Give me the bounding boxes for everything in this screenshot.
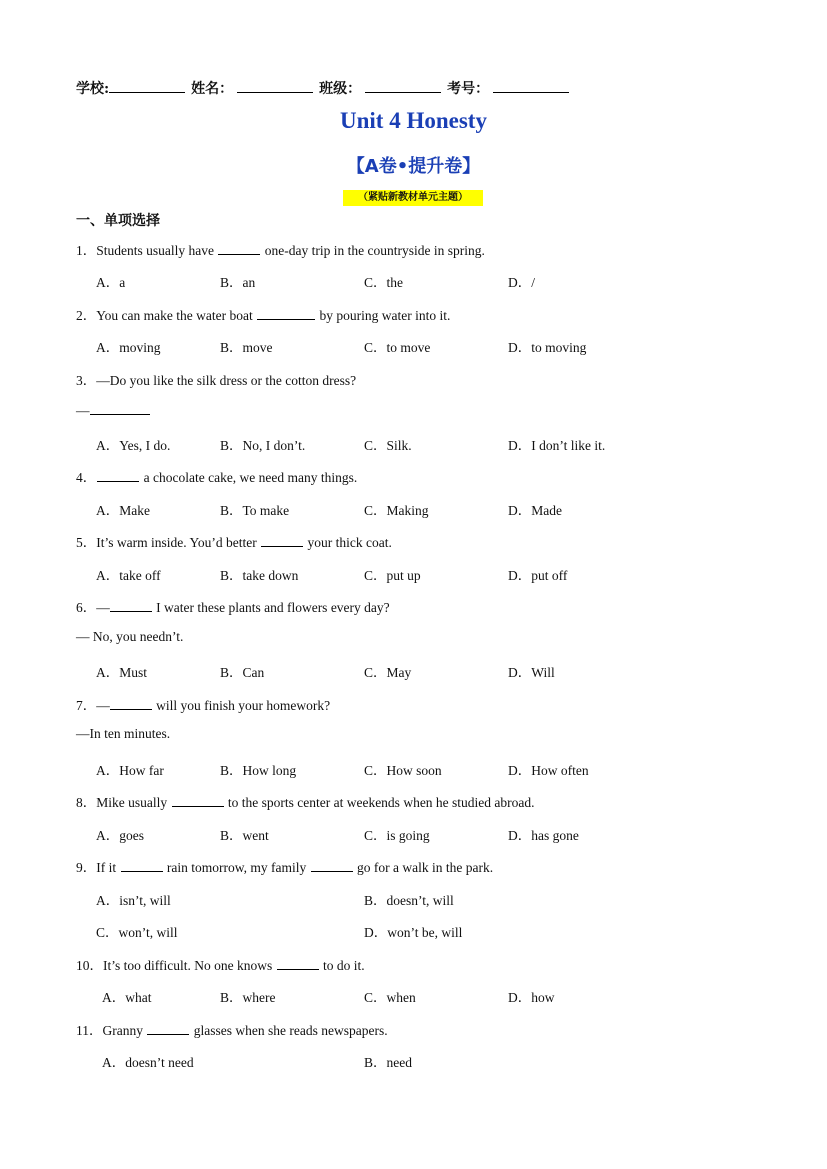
student-info-header xyxy=(76,78,569,98)
q4-option-a[interactable]: A．Make xyxy=(96,503,150,518)
q8-option-a[interactable]: A．goes xyxy=(96,828,144,843)
question-7: 7．— will you finish your homework? xyxy=(76,698,331,713)
question-8: 8．Mike usually to the sports center at weekends when he studied abroad. xyxy=(76,795,535,810)
q9-option-d[interactable]: D．won’t be, will xyxy=(364,925,463,940)
q11-option-a[interactable]: A．doesn’t need xyxy=(102,1055,194,1070)
answer-blank[interactable] xyxy=(97,469,139,482)
q9-option-b[interactable]: B．doesn’t, will xyxy=(364,893,454,908)
answer-blank[interactable] xyxy=(257,307,315,320)
exam-no-label: 考号： xyxy=(447,81,490,97)
q6-option-a[interactable]: A．Must xyxy=(96,665,148,680)
q7-option-a[interactable]: A．How far xyxy=(96,763,164,778)
question-6: 6．— I water these plants and flowers every day? xyxy=(76,600,390,615)
q9-option-a[interactable]: A．isn’t, will xyxy=(96,893,171,908)
q11-option-b[interactable]: B．need xyxy=(364,1055,412,1070)
q8-option-b[interactable]: B．went xyxy=(220,828,269,843)
q8-option-c[interactable]: C．is going xyxy=(364,828,430,843)
school-label: 学校: xyxy=(76,81,110,97)
q2-option-c[interactable]: C．to move xyxy=(364,340,431,355)
page-title: Unit 4 Honesty xyxy=(340,108,487,133)
name-field[interactable] xyxy=(237,78,313,93)
name-label: 姓名： xyxy=(191,81,234,97)
question-9: 9．If it rain tomorrow, my family go for a walk in the park. xyxy=(76,860,494,875)
q1-option-d[interactable]: D．/ xyxy=(508,275,535,290)
theme-tag: （紧贴新教材单元主题） xyxy=(343,190,483,206)
answer-blank[interactable] xyxy=(110,697,152,710)
q6-option-c[interactable]: C．May xyxy=(364,665,412,680)
class-label: 班级： xyxy=(319,81,362,97)
q5-option-b[interactable]: B．take down xyxy=(220,568,299,583)
question-6-reply: — No, you needn’t. xyxy=(76,629,184,644)
q9-option-c[interactable]: C．won’t, will xyxy=(96,925,178,940)
answer-blank[interactable] xyxy=(311,859,353,872)
answer-blank[interactable] xyxy=(110,599,152,612)
answer-blank[interactable] xyxy=(121,859,163,872)
q6-option-d[interactable]: D．Will xyxy=(508,665,555,680)
answer-blank[interactable] xyxy=(277,957,319,970)
q6-option-b[interactable]: B．Can xyxy=(220,665,265,680)
q7-option-b[interactable]: B．How long xyxy=(220,763,297,778)
q7-option-d[interactable]: D．How often xyxy=(508,763,589,778)
q4-option-d[interactable]: D．Made xyxy=(508,503,562,518)
question-1: 1．Students usually have one-day trip in the countryside in spring. xyxy=(76,243,485,258)
q5-option-c[interactable]: C．put up xyxy=(364,568,421,583)
class-field[interactable] xyxy=(365,78,441,93)
page-subtitle: 【A卷•提升卷】 xyxy=(346,156,481,177)
q10-option-d[interactable]: D．how xyxy=(508,990,555,1005)
q3-option-c[interactable]: C．Silk. xyxy=(364,438,412,453)
section-title: 一、单项选择 xyxy=(76,213,160,229)
q1-option-b[interactable]: B．an xyxy=(220,275,256,290)
question-3: 3．—Do you like the silk dress or the cotton dress? xyxy=(76,373,357,388)
question-3-reply: — xyxy=(76,402,150,419)
school-field[interactable] xyxy=(109,78,185,93)
answer-blank[interactable] xyxy=(90,402,150,415)
q3-option-d[interactable]: D．I don’t like it. xyxy=(508,438,606,453)
question-4: 4． a chocolate cake, we need many things. xyxy=(76,470,358,485)
answer-blank[interactable] xyxy=(147,1022,189,1035)
question-5: 5．It’s warm inside. You’d better your thick coat. xyxy=(76,535,392,550)
q8-option-d[interactable]: D．has gone xyxy=(508,828,579,843)
question-7-reply: —In ten minutes. xyxy=(76,726,171,741)
q4-option-b[interactable]: B．To make xyxy=(220,503,290,518)
q1-option-c[interactable]: C．the xyxy=(364,275,403,290)
q2-option-b[interactable]: B．move xyxy=(220,340,273,355)
answer-blank[interactable] xyxy=(261,534,303,547)
q3-option-b[interactable]: B．No, I don’t. xyxy=(220,438,306,453)
q10-option-a[interactable]: A．what xyxy=(102,990,152,1005)
exam-no-field[interactable] xyxy=(493,78,569,93)
question-11: 11．Granny glasses when she reads newspapers. xyxy=(76,1023,388,1038)
q4-option-c[interactable]: C．Making xyxy=(364,503,429,518)
q1-option-a[interactable]: A．a xyxy=(96,275,126,290)
q2-option-d[interactable]: D．to moving xyxy=(508,340,587,355)
q5-option-a[interactable]: A．take off xyxy=(96,568,161,583)
answer-blank[interactable] xyxy=(172,794,224,807)
q10-option-c[interactable]: C．when xyxy=(364,990,416,1005)
q10-option-b[interactable]: B．where xyxy=(220,990,276,1005)
q7-option-c[interactable]: C．How soon xyxy=(364,763,442,778)
question-10: 10．It’s too difficult. No one knows to do it. xyxy=(76,958,365,973)
q2-option-a[interactable]: A．moving xyxy=(96,340,161,355)
q5-option-d[interactable]: D．put off xyxy=(508,568,568,583)
question-2: 2．You can make the water boat by pouring water into it. xyxy=(76,308,451,323)
q3-option-a[interactable]: A．Yes, I do. xyxy=(96,438,171,453)
answer-blank[interactable] xyxy=(218,242,260,255)
